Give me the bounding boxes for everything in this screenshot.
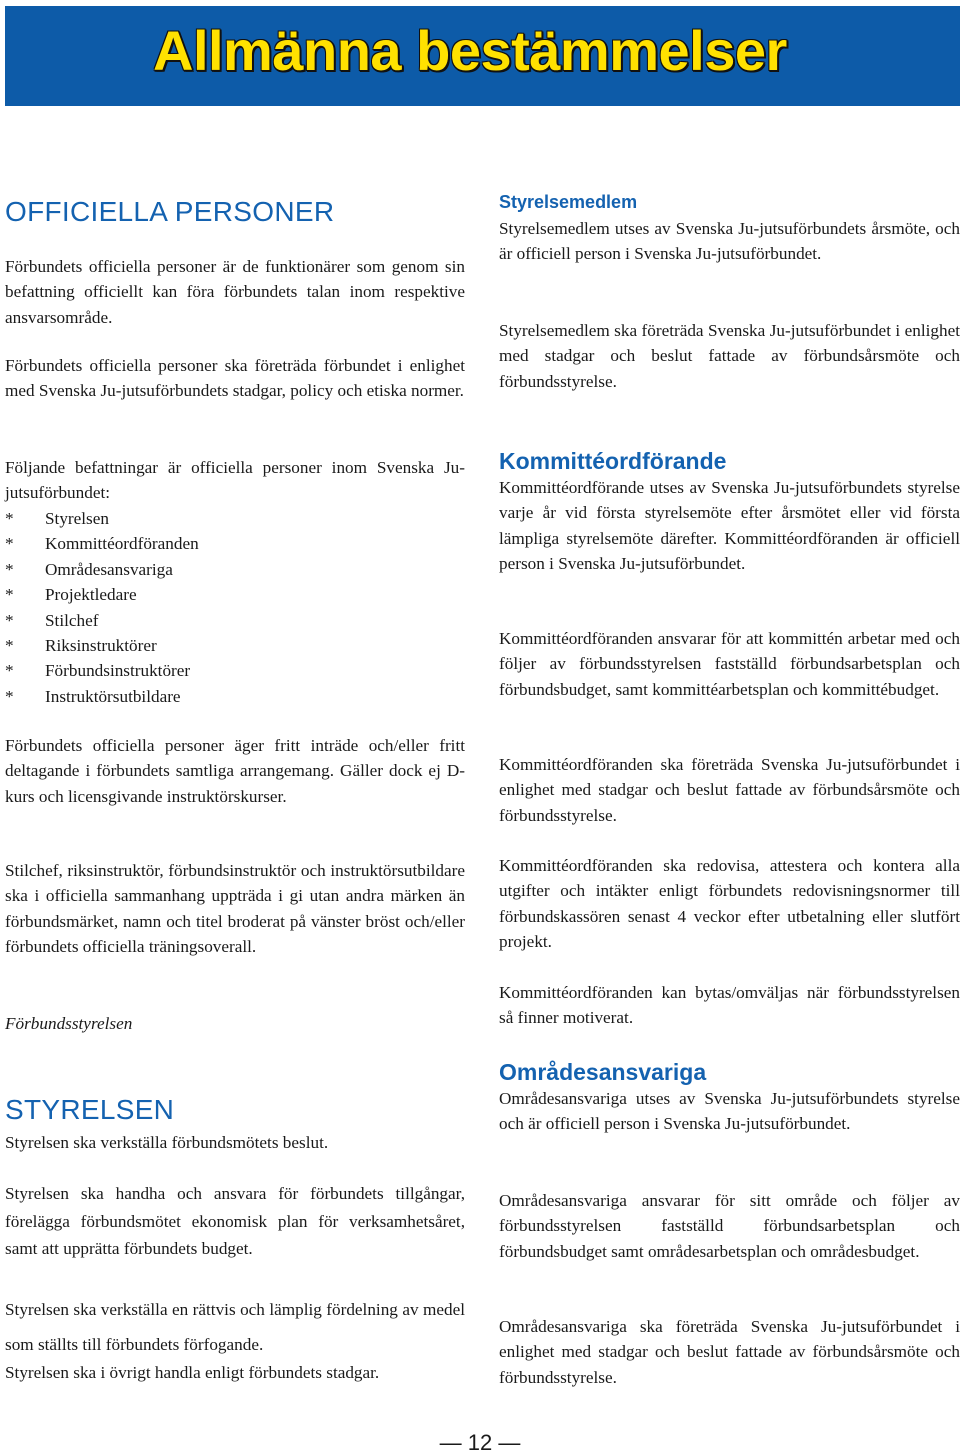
section-heading-styrelsen: STYRELSEN <box>5 1094 175 1125</box>
paragraph: Kommittéordföranden kan bytas/omväljas när förbundsstyrelsen så finner motiverat. <box>499 983 960 1028</box>
paragraph: Stilchef, riksinstruktör, förbundsinstruktör och instruktörsutbildare ska i officiella sammanhang uppträda i gi utan andra märken än förbundsmärket, namn och titel broderat på vänster bröst och/eller förbundets officiella träningsoverall. <box>5 861 465 957</box>
officials-list <box>5 506 465 709</box>
list-item: * Stilchef <box>5 610 99 630</box>
paragraph: Områdesansvariga utses av Svenska Ju-jutsuförbundets styrelse och är officiell person i Svenska Ju-jutsuförbundet. <box>499 1089 960 1134</box>
title-banner <box>5 6 960 106</box>
paragraph: Områdesansvariga ska företräda Svenska Ju-jutsuförbundet i enlighet med stadgar och beslut fattade av förbundsårsmöte och förbundsstyrelse. <box>499 1317 960 1387</box>
paragraph: Förbundets officiella personer ska företräda förbundet i enlighet med Svenska Ju-jutsuförbundets stadgar, policy och etiska normer. <box>5 356 465 401</box>
paragraph: Områdesansvariga ansvarar för sitt område och följer av förbundsstyrelsen fastställd förbundsarbetsplan och förbundsbudget samt områdesarbetsplan och områdesbudget. <box>499 1191 960 1261</box>
list-item: * Riksinstruktörer <box>5 636 157 656</box>
list-item: * Förbundsinstruktörer <box>5 661 191 681</box>
paragraph: Förbundets officiella personer är de funktionärer som genom sin befattning officiellt kan föra förbundets talan inom respektive ansvarsområde. <box>5 257 465 327</box>
paragraph: Styrelsen ska handha och ansvara för förbundets tillgångar, förelägga förbundsmötet ekonomisk plan för verksamhetsåret, samt att upprätta förbundets budget. <box>5 1184 465 1258</box>
paragraph: Styrelsen ska verkställa förbundsmötets beslut. <box>5 1133 329 1152</box>
paragraph: Förbundets officiella personer äger fritt inträde och/eller fritt deltagande i förbundets samtliga arrangemang. Gäller dock ej D-kurs och licensgivande instruktörskurser. <box>5 736 465 806</box>
list-item: * Styrelsen <box>5 509 109 528</box>
list-item: * Instruktörsutbildare <box>5 686 181 706</box>
page-number: — 12 — <box>439 1430 521 1455</box>
paragraph: Styrelsemedlem utses av Svenska Ju-jutsuförbundets årsmöte, och är officiell person i Svenska Ju-jutsuförbundet. <box>499 219 960 264</box>
list-item: * Projektledare <box>5 585 137 605</box>
list-item: * Områdesansvariga <box>5 559 173 579</box>
page-title: Allmänna bestämmelser <box>153 19 787 82</box>
subheading-omradesansvariga: Områdesansvariga <box>499 1059 707 1085</box>
subheading-kommitteordforande: Kommittéordförande <box>499 448 727 474</box>
section-heading-officiella-personer: OFFICIELLA PERSONER <box>5 196 335 227</box>
paragraph: Följande befattningar är officiella personer inom Svenska Ju-jutsuförbundet: <box>5 458 465 503</box>
subheading-styrelsemedlem: Styrelsemedlem <box>499 192 638 212</box>
paragraph: Kommittéordföranden ansvarar för att kommittén arbetar med och följer av förbundsstyrelsen fastställd förbundsarbetsplan och förbundsbudget, samt kommittéarbetsplan och kommittébudget. <box>499 629 960 699</box>
paragraph: Kommittéordförande utses av Svenska Ju-jutsuförbundets styrelse varje år vid första styrelsemöte efter årsmötet eller vid första lämpliga styrelsemöte därefter. Kommittéordföranden är officiell person i Svenska Ju-jutsuförbundet. <box>499 478 960 574</box>
paragraph: Styrelsen ska i övrigt handla enligt förbundets stadgar. <box>5 1363 380 1382</box>
paragraph-italic: Förbundsstyrelsen <box>5 1014 133 1033</box>
paragraph: Kommittéordföranden ska redovisa, attestera och kontera alla utgifter och intäkter enligt förbundets redovisningsnormer till förbundskassören senast 4 veckor efter utbetalning eller slutfört projekt. <box>499 856 960 952</box>
paragraph: Kommittéordföranden ska företräda Svenska Ju-jutsuförbundet i enlighet med stadgar och beslut fattade av förbundsårsmöte och förbundsstyrelse. <box>499 755 960 825</box>
paragraph: Styrelsemedlem ska företräda Svenska Ju-jutsuförbundet i enlighet med stadgar och beslut fattade av förbundsårsmöte och förbundsstyrelse. <box>499 321 960 391</box>
paragraph: Styrelsen ska verkställa en rättvis och lämplig fördelning av medel som ställts till förbundets förfogande. <box>5 1300 465 1354</box>
list-item: * Kommittéordföranden <box>5 534 199 554</box>
